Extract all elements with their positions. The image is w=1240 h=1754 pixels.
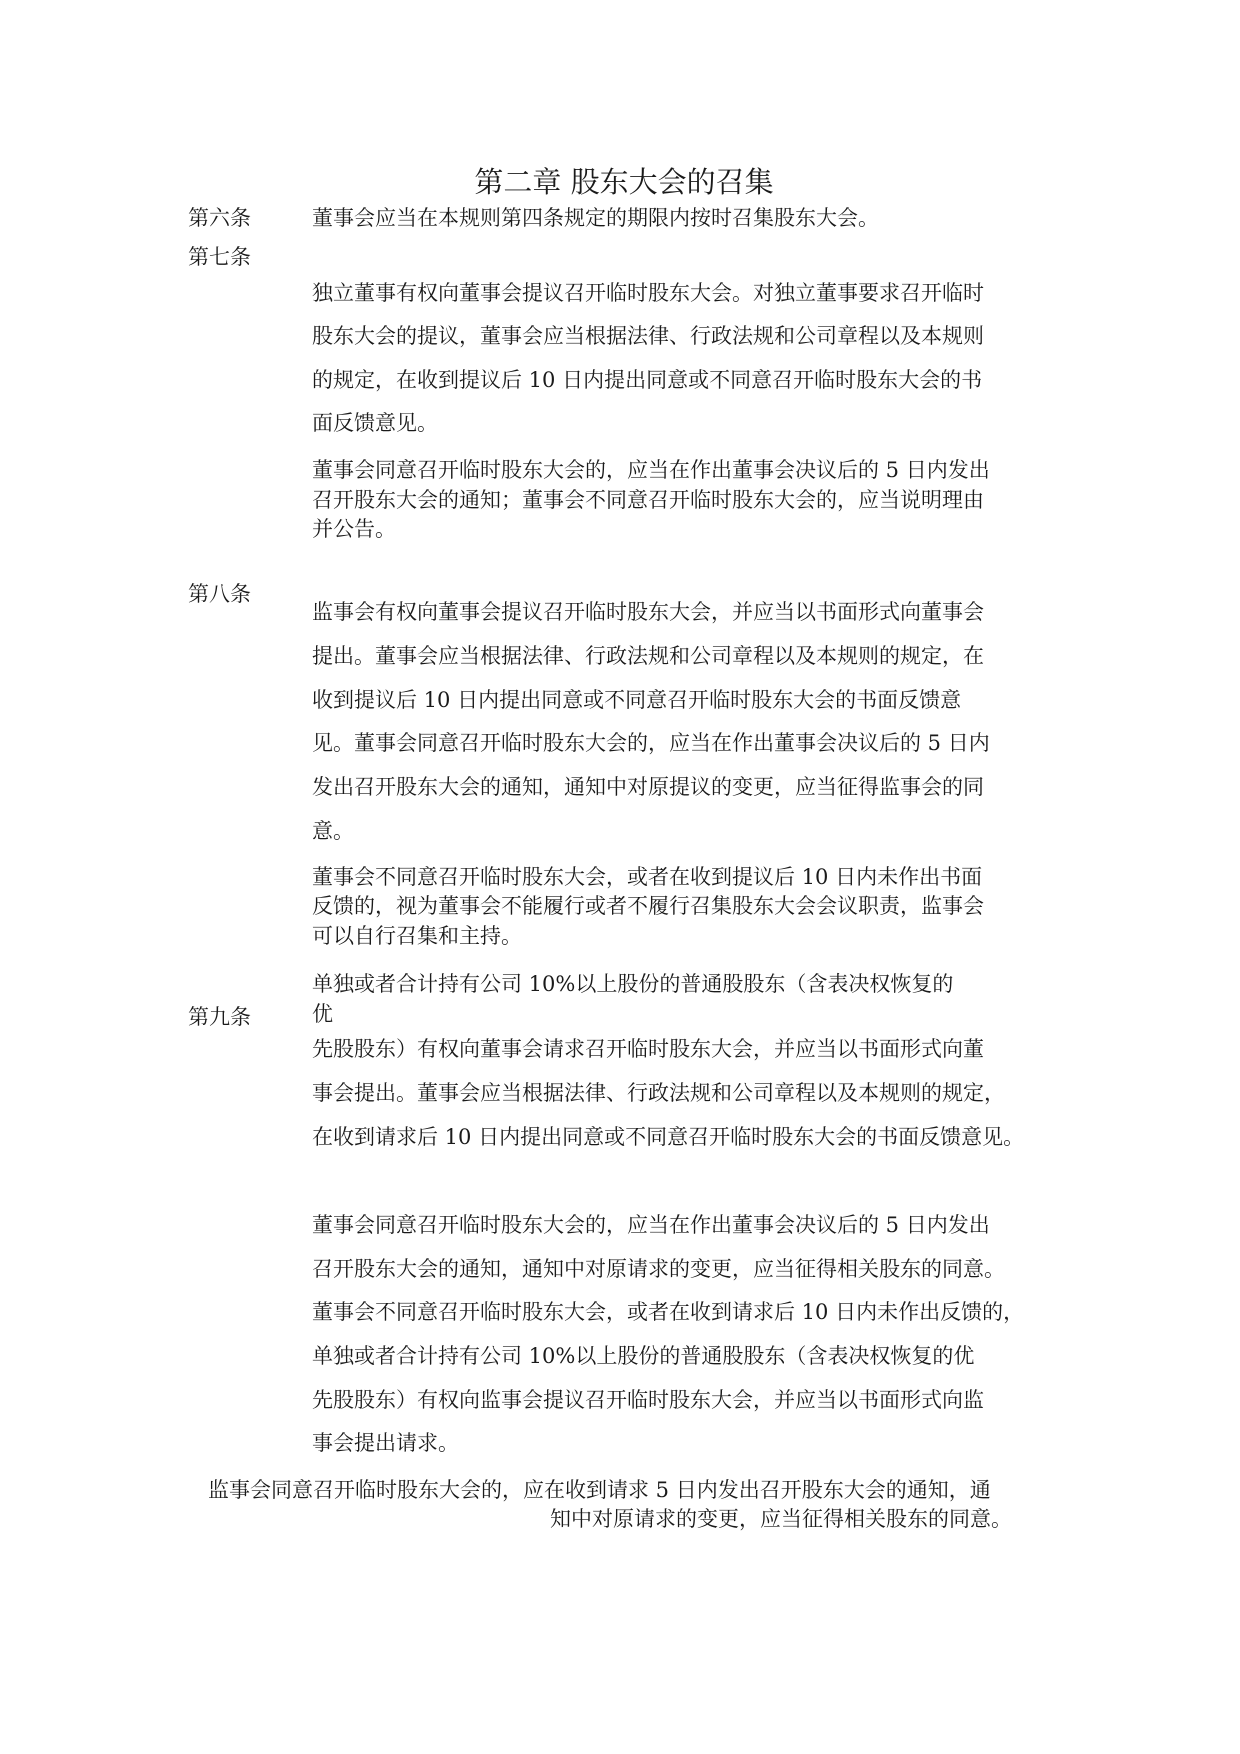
article-7-p1-line-3: 的规定，在收到提议后 10 日内提出同意或不同意召开临时股东大会的书 — [312, 368, 983, 392]
article-9-p1-line-4: 事会提出。董事会应当根据法律、行政法规和公司章程以及本规则的规定， — [312, 1081, 1005, 1105]
article-8-p1-line-2: 提出。董事会应当根据法律、行政法规和公司章程以及本规则的规定，在 — [312, 644, 984, 668]
article-9-p1-line-2: 优 — [312, 1002, 333, 1026]
article-9-p2-line-1: 董事会同意召开临时股东大会的，应当在作出董事会决议后的 5 日内发出 — [312, 1213, 990, 1237]
article-label-8: 第八条 — [188, 582, 251, 606]
article-9-p2-line-2: 召开股东大会的通知，通知中对原请求的变更，应当征得相关股东的同意。 — [312, 1257, 1005, 1281]
chapter-title: 第二章 股东大会的召集 — [474, 165, 774, 199]
article-9-p3-line-2: 知中对原请求的变更，应当征得相关股东的同意。 — [550, 1507, 1012, 1531]
article-8-p1-line-1: 监事会有权向董事会提议召开临时股东大会，并应当以书面形式向董事会 — [312, 600, 984, 624]
article-7-p1-line-2: 股东大会的提议，董事会应当根据法律、行政法规和公司章程以及本规则 — [312, 324, 984, 348]
article-7-p1-line-4: 面反馈意见。 — [312, 411, 438, 435]
article-9-p1-line-1: 单独或者合计持有公司 10%以上股份的普通股股东（含表决权恢复的 — [312, 972, 954, 996]
article-label-9: 第九条 — [188, 1005, 251, 1029]
article-7-p2-line-2: 召开股东大会的通知；董事会不同意召开临时股东大会的，应当说明理由 — [312, 488, 984, 512]
article-9-p2-line-6: 事会提出请求。 — [312, 1431, 459, 1455]
article-8-p1-line-5: 发出召开股东大会的通知，通知中对原提议的变更，应当征得监事会的同 — [312, 775, 984, 799]
article-7-p2-line-3: 并公告。 — [312, 517, 396, 541]
article-9-p3-line-1: 监事会同意召开临时股东大会的，应在收到请求 5 日内发出召开股东大会的通知，通 — [208, 1478, 991, 1502]
article-8-p2-line-3: 可以自行召集和主持。 — [312, 924, 522, 948]
article-8-p1-line-3: 收到提议后 10 日内提出同意或不同意召开临时股东大会的书面反馈意 — [312, 688, 962, 712]
article-9-p2-line-5: 先股股东）有权向监事会提议召开临时股东大会，并应当以书面形式向监 — [312, 1388, 984, 1412]
article-9-p2-line-3: 董事会不同意召开临时股东大会，或者在收到请求后 10 日内未作出反馈的， — [312, 1300, 1025, 1324]
article-8-p2-line-2: 反馈的，视为董事会不能履行或者不履行召集股东大会会议职责，监事会 — [312, 894, 984, 918]
article-8-p1-line-6: 意。 — [312, 819, 354, 843]
article-9-p2-line-4: 单独或者合计持有公司 10%以上股份的普通股股东（含表决权恢复的优 — [312, 1344, 975, 1368]
article-8-p1-line-4: 见。董事会同意召开临时股东大会的，应当在作出董事会决议后的 5 日内 — [312, 731, 990, 755]
article-8-p2-line-1: 董事会不同意召开临时股东大会，或者在收到提议后 10 日内未作出书面 — [312, 865, 983, 889]
article-7-p1-line-1: 独立董事有权向董事会提议召开临时股东大会。对独立董事要求召开临时 — [312, 281, 984, 305]
article-label-6: 第六条 — [188, 206, 251, 230]
article-6-line-1: 董事会应当在本规则第四条规定的期限内按时召集股东大会。 — [312, 206, 879, 230]
article-9-p1-line-5: 在收到请求后 10 日内提出同意或不同意召开临时股东大会的书面反馈意见。 — [312, 1125, 1025, 1149]
article-7-p2-line-1: 董事会同意召开临时股东大会的，应当在作出董事会决议后的 5 日内发出 — [312, 458, 990, 482]
article-9-p1-line-3: 先股股东）有权向董事会请求召开临时股东大会，并应当以书面形式向董 — [312, 1037, 984, 1061]
article-label-7: 第七条 — [188, 245, 251, 269]
